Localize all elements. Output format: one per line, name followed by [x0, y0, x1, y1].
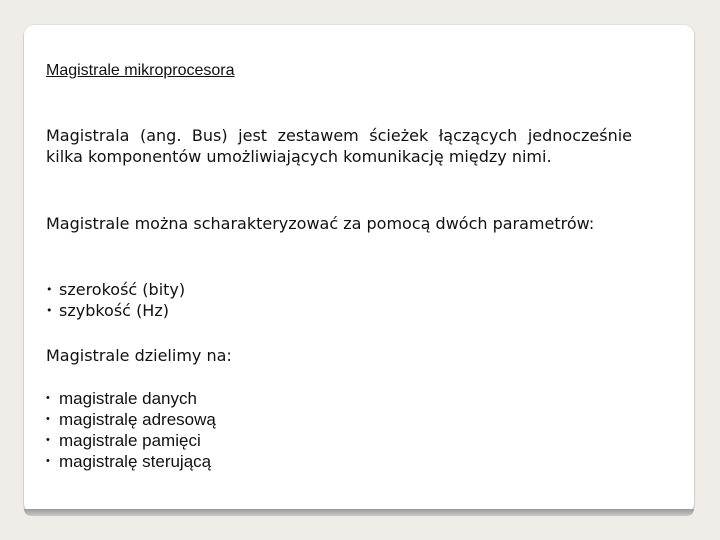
bullet-icon: •: [46, 304, 53, 317]
list-item: [46, 388, 216, 409]
slide-shadow-edge: [24, 509, 694, 516]
bus-types-list: [46, 388, 216, 472]
bus-type-data: magistrale danych: [59, 389, 197, 408]
bullet-icon: •: [46, 413, 50, 425]
bus-type-memory: magistrale pamięci: [59, 431, 201, 450]
parameter-speed: szybkość (Hz): [59, 301, 169, 320]
list-item: [46, 430, 216, 451]
bus-parameters-list: [46, 279, 185, 321]
list-item: [46, 279, 185, 300]
list-item: [46, 409, 216, 430]
parameter-width: szerokość (bity): [59, 280, 186, 299]
bus-parameters-intro: Magistrale można scharakteryzować za pomocą dwóch parametrów:: [46, 214, 595, 233]
slide-title: Magistrale mikroprocesora: [46, 62, 235, 79]
bus-definition-paragraph: Magistrala (ang. Bus) jest zestawem ścieżek łączących jednocześnie kilka komponentów umożliwiających komunikację między nimi.: [46, 126, 632, 166]
bullet-icon: •: [46, 283, 53, 296]
list-item: [46, 300, 185, 321]
bullet-icon: •: [46, 434, 50, 446]
bus-type-address: magistralę adresową: [59, 410, 216, 429]
bus-type-control: magistralę sterującą: [59, 452, 212, 471]
bus-types-intro: Magistrale dzielimy na:: [46, 346, 232, 365]
bullet-icon: •: [46, 392, 50, 404]
list-item: [46, 451, 216, 472]
bullet-icon: •: [46, 455, 50, 467]
